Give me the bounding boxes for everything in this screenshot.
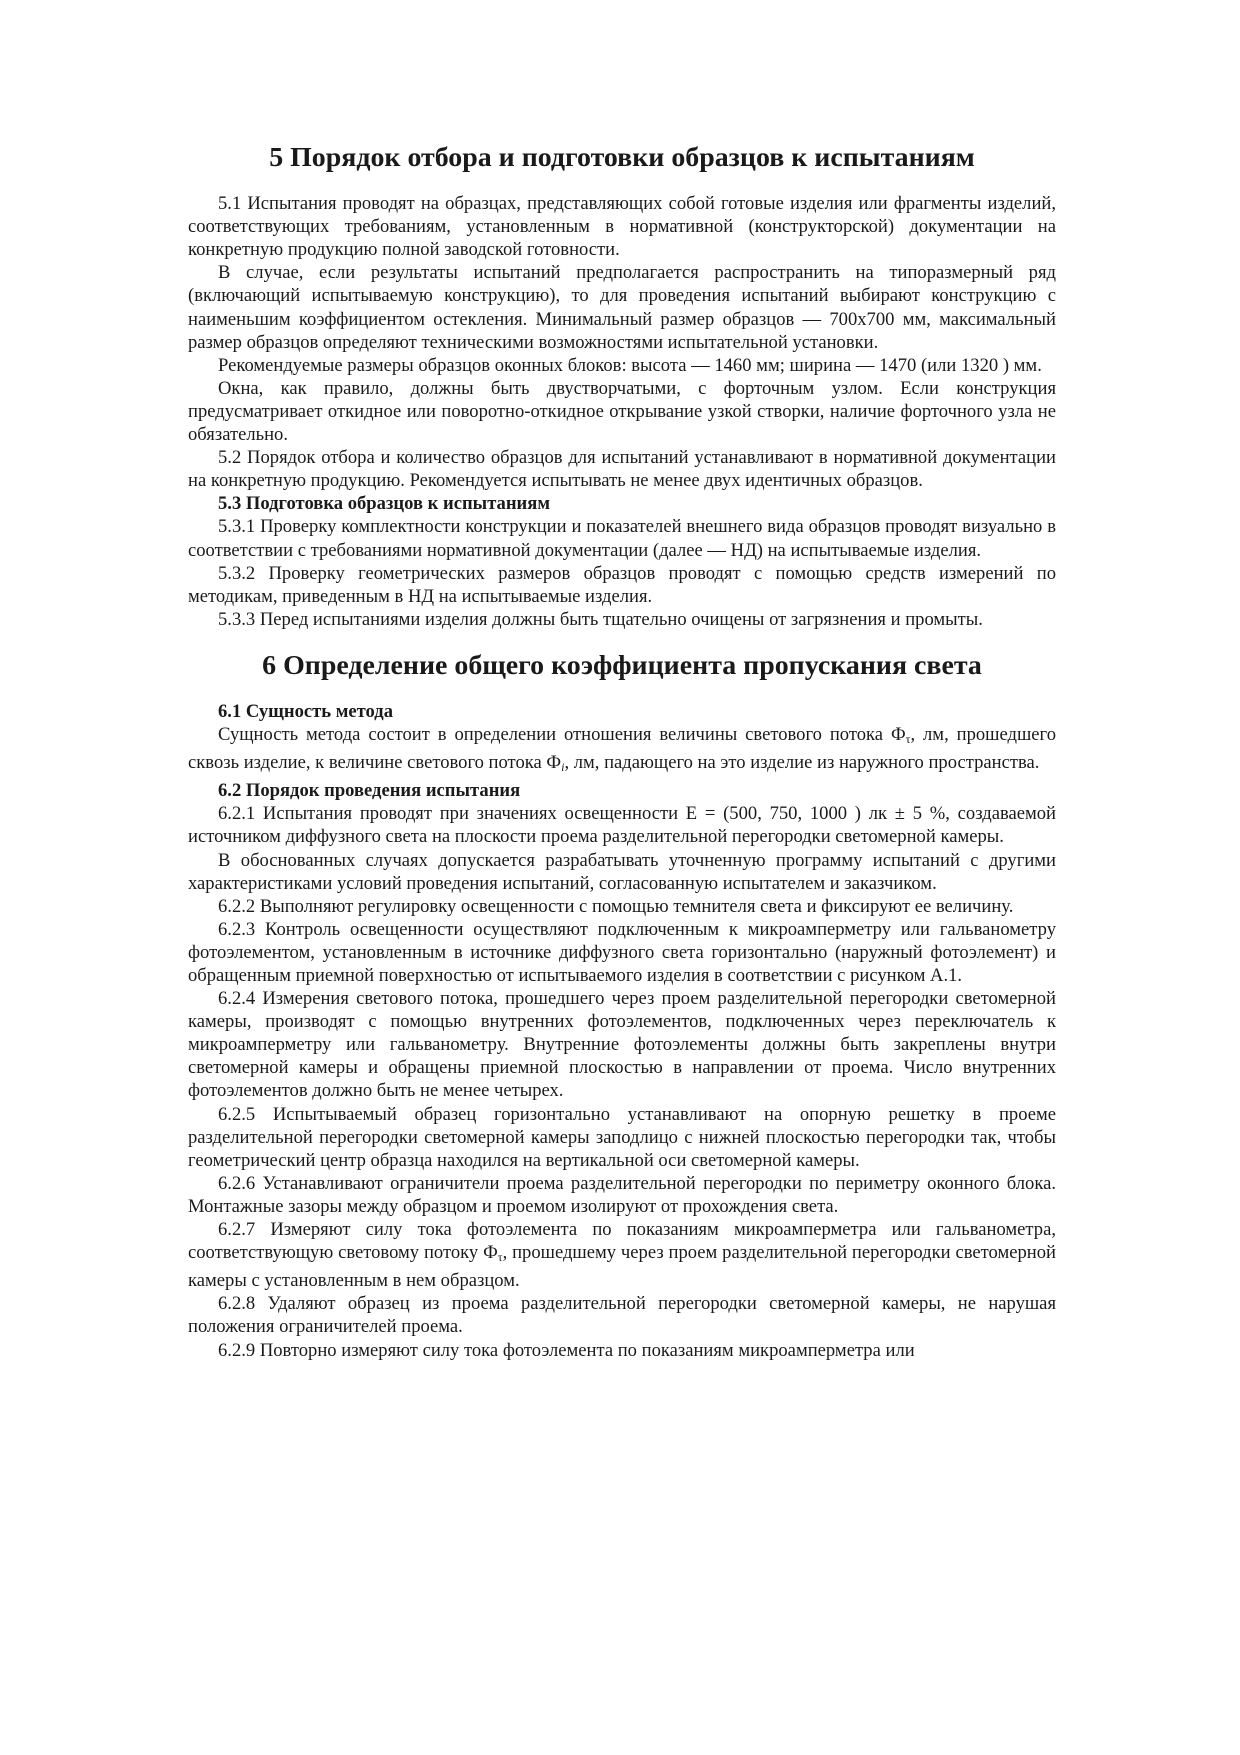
document-page bbox=[188, 142, 1056, 1362]
subsection-6-2-title: 6.2 Порядок проведения испытания bbox=[218, 780, 521, 802]
paragraph-6-2-8: 6.2.8 Удаляют образец из проема разделительной перегородки светомерной камеры, не нарушая положения ограничителей проема. bbox=[188, 1293, 1056, 1338]
paragraph-6-1-part-b: , лм, прошедшего сквозь изделие, к величине светового потока Ф bbox=[188, 724, 1056, 774]
paragraph-6-2-5: 6.2.5 Испытываемый образец горизонтально устанавливают на опорную решетку в проеме разделительной перегородки светомерной камеры заподлицо с нижней плоскостью перегородки так, чтобы геометрический центр образца находился на вертикальной оси светомерной камеры. bbox=[188, 1103, 1056, 1171]
paragraph-5-2: 5.2 Порядок отбора и количество образцов для испытаний устанавливают в нормативной документации на конкретную продукцию. Рекомендуется испытывать не менее двух идентичных образцов. bbox=[188, 447, 1056, 492]
paragraph-6-1-part-c: , лм, падающего на это изделие из наружного пространства. bbox=[564, 752, 1040, 774]
paragraph-6-2-4: 6.2.4 Измерения светового потока, прошедшего через проем разделительной перегородки светомерной камеры, производят с помощью внутренних фотоэлементов, подключенных через переключатель к микроамперметру или гальванометру. Внутренние фотоэлементы должны быть закреплены внутри светомерной камеры и обращены приемной плоскостью в направлении от проема. Число внутренних фотоэлементов должно быть не менее четырех. bbox=[188, 988, 1056, 1102]
paragraph-6-2-6: 6.2.6 Устанавливают ограничители проема разделительной перегородки по периметру оконного блока. Монтажные зазоры между образцом и проемом изолируют от прохождения света. bbox=[188, 1172, 1056, 1217]
subsection-6-1-title: 6.1 Сущность метода bbox=[218, 700, 393, 722]
paragraph-6-1 bbox=[188, 723, 1056, 779]
subscript-tau: τ bbox=[497, 1250, 503, 1265]
paragraph-6-2-7-part-b: , прошедшему через проем разделительной перегородки светомерной камеры с установленным в нем образцом. bbox=[188, 1242, 1056, 1292]
paragraph-6-2-7-part-a: 6.2.7 Измеряют силу тока фотоэлемента по показаниям микроамперметра или гальванометра, соответствующую световому потоку Ф bbox=[188, 1219, 1056, 1264]
paragraph-6-2-1-justified: В обоснованных случаях допускается разрабатывать уточненную программу испытаний с другими характеристиками условий проведения испытаний, согласованную испытателем и заказчиком. bbox=[188, 849, 1056, 894]
subscript-i: i bbox=[561, 760, 565, 775]
paragraph-6-2-1: 6.2.1 Испытания проводят при значениях освещенности Е = (500, 750, 1000 ) лк ± 5 %, создаваемой источником диффузного света на плоскости проема разделительной перегородки светомерной камеры. bbox=[188, 803, 1056, 848]
paragraph-5-3-2: 5.3.2 Проверку геометрических размеров образцов проводят с помощью средств измерений по методикам, приведенным в НД на испытываемые изделия. bbox=[188, 562, 1056, 607]
subscript-tau: τ bbox=[905, 732, 911, 747]
paragraph-5-1-range: В случае, если результаты испытаний предполагается распространить на типоразмерный ряд (включающий испытываемую конструкцию), то для проведения испытаний выбирают конструкцию с наименьшим коэффициентом остекления. Минимальный размер образцов — 700x700 мм, максимальный размер образцов определяют техническими возможностями испытательной установки. bbox=[188, 262, 1056, 353]
paragraph-6-2-9: 6.2.9 Повторно измеряют силу тока фотоэлемента по показаниям микроамперметра или bbox=[218, 1339, 915, 1361]
paragraph-5-1-windows: Окна, как правило, должны быть двустворчатыми, с форточным узлом. Если конструкция предусматривает откидное или поворотно-откидное открывание узкой створки, наличие форточного узла не обязательно. bbox=[188, 377, 1056, 446]
section-6-title: 6 Определение общего коэффициента пропускания света bbox=[262, 649, 982, 681]
paragraph-5-3-3: 5.3.3 Перед испытаниями изделия должны быть тщательно очищены от загрязнения и промыты. bbox=[218, 608, 983, 630]
paragraph-5-1-sizes: Рекомендуемые размеры образцов оконных блоков: высота — 1460 мм; ширина — 1470 (или 1320 ) мм. bbox=[218, 354, 1042, 376]
section-5-title: 5 Порядок отбора и подготовки образцов к испытаниям bbox=[269, 142, 975, 173]
paragraph-5-1: 5.1 Испытания проводят на образцах, представляющих собой готовые изделия или фрагменты изделий, соответствующих требованиям, установленным в нормативной (конструкторской) документации на конкретную продукцию полной заводской готовности. bbox=[188, 193, 1056, 261]
paragraph-6-1-part-a: Сущность метода состоит в определении отношения величины светового потока Ф bbox=[218, 724, 906, 746]
subsection-5-3-title: 5.3 Подготовка образцов к испытаниям bbox=[218, 493, 550, 515]
paragraph-5-3-1: 5.3.1 Проверку комплектности конструкции и показателей внешнего вида образцов проводят визуально в соответствии с требованиями нормативной документации (далее — НД) на испытываемые изделия. bbox=[188, 516, 1056, 561]
paragraph-6-2-2: 6.2.2 Выполняют регулировку освещенности с помощью темнителя света и фиксируют ее величину. bbox=[218, 895, 1014, 917]
paragraph-6-2-7 bbox=[188, 1218, 1056, 1292]
paragraph-6-2-3: 6.2.3 Контроль освещенности осуществляют подключенным к микроамперметру или гальванометру фотоэлементом, установленным в источнике диффузного света горизонтально (наружный фотоэлемент) и обращенным приемной поверхностью от испытываемого изделия в соответствии с рисунком А.1. bbox=[188, 918, 1056, 986]
